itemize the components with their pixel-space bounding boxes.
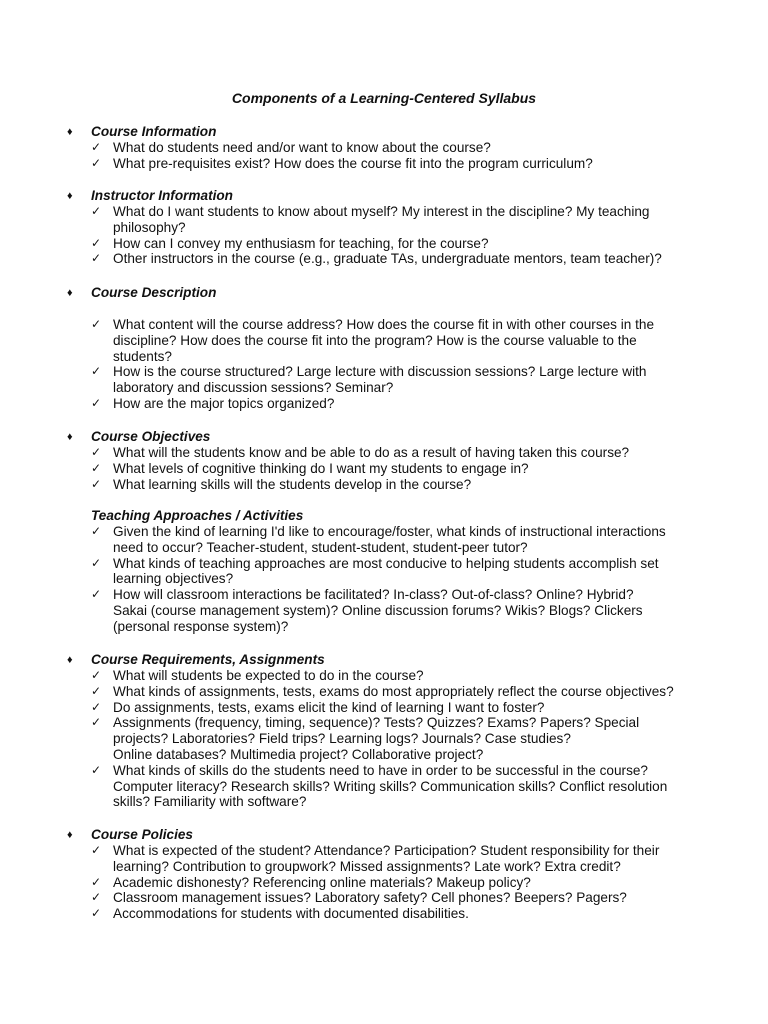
checklist-item (0, 587, 768, 634)
checkmark-icon: ✓ (91, 235, 102, 250)
checklist-item (0, 906, 768, 922)
document-title: Components of a Learning-Centered Syllabus (231, 90, 537, 106)
section-course-description (0, 285, 768, 412)
section-course-objectives (0, 429, 768, 492)
checkmark-icon: ✓ (91, 762, 102, 777)
checklist-item (0, 251, 768, 267)
checklist-item (0, 236, 768, 252)
checkmark-icon: ✓ (91, 317, 102, 331)
diamond-bullet-icon: ♦ (67, 126, 73, 138)
checkmark-icon: ✓ (91, 843, 102, 857)
checkmark-icon: ✓ (91, 251, 102, 266)
checklist (0, 204, 768, 267)
checklist-item-text: Do assignments, tests, exams elicit the kind of learning I want to foster? (113, 699, 545, 715)
checklist-item-text: What do students need and/or want to know about the course? (113, 140, 491, 155)
section-heading (0, 124, 768, 140)
checklist-item (0, 668, 768, 684)
checklist-item-text: What kinds of skills do the students need to have in order to be successful in the course? Computer literacy? Research skills? Writing skills? Communication skills? Conflict resolution skills? Familiarity with software? (113, 762, 668, 810)
checklist-item-text: What do I want students to know about myself? My interest in the discipline? My teaching philosophy? (113, 204, 650, 235)
checklist (0, 317, 768, 412)
checklist-item (0, 524, 768, 556)
checkmark-icon: ✓ (91, 445, 102, 459)
checklist-item-text: What kinds of assignments, tests, exams do most appropriately reflect the course objectives? (113, 683, 674, 699)
checklist-item (0, 461, 768, 477)
section-teaching-approaches (0, 508, 768, 635)
section-heading (0, 285, 768, 301)
section-heading (0, 652, 768, 668)
section-heading-text: Course Policies (91, 827, 193, 842)
checklist-item-text: What will the students know and be able to do as a result of having taken this course? (113, 445, 630, 460)
diamond-bullet-icon: ♦ (67, 829, 73, 841)
diamond-bullet-icon: ♦ (67, 654, 73, 666)
checkmark-icon: ✓ (91, 906, 102, 921)
checklist-item (0, 364, 768, 396)
checklist-item-text: Given the kind of learning I'd like to encourage/foster, what kinds of instructional interactions need to occur? Teacher-student, student-student, student-peer tutor? (113, 524, 666, 555)
checklist-item (0, 556, 768, 588)
checklist (0, 843, 768, 922)
checklist-item-text: How is the course structured? Large lecture with discussion sessions? Large lecture with laboratory and discussion sessions? Seminar? (113, 364, 647, 396)
checklist-item (0, 684, 768, 700)
section-instructor-information (0, 188, 768, 267)
checklist-item-text: Classroom management issues? Laboratory safety? Cell phones? Beepers? Pagers? (113, 890, 627, 906)
section-heading (0, 827, 768, 843)
checklist-item-text: How can I convey my enthusiasm for teaching, for the course? (113, 235, 489, 251)
checkmark-icon: ✓ (91, 524, 102, 538)
checkmark-icon: ✓ (91, 715, 102, 730)
checklist-item-text: What learning skills will the students develop in the course? (113, 476, 472, 492)
diamond-bullet-icon: ♦ (67, 287, 73, 299)
checklist-item-text: Academic dishonesty? Referencing online materials? Makeup policy? (113, 874, 531, 890)
checklist-item-text: What kinds of teaching approaches are most conducive to helping students accomplish set learning objectives? (113, 555, 659, 587)
checklist-item-text: How are the major topics organized? (113, 395, 335, 411)
checkmark-icon: ✓ (91, 890, 102, 905)
checklist-item-text: What levels of cognitive thinking do I want my students to engage in? (113, 460, 529, 476)
checkmark-icon: ✓ (91, 460, 102, 475)
section-course-information (0, 124, 768, 172)
checkmark-icon: ✓ (91, 204, 102, 218)
diamond-bullet-icon: ♦ (67, 431, 73, 443)
checklist-item-text: Assignments (frequency, timing, sequence)? Tests? Quizzes? Exams? Papers? Special projects? Laboratories? Field trips? Learning logs? Journals? Case studies? Online databases? Multimedia project? Collaborative project? (113, 715, 640, 762)
checklist-item-text: Other instructors in the course (e.g., graduate TAs, undergraduate mentors, team teacher)? (113, 251, 662, 267)
checklist-item-text: What will students be expected to do in the course? (113, 668, 424, 683)
checkmark-icon: ✓ (91, 395, 102, 410)
checklist-item (0, 156, 768, 172)
checkmark-icon: ✓ (91, 683, 102, 698)
checklist-item (0, 477, 768, 493)
section-heading-text: Course Information (91, 124, 217, 139)
checklist-item (0, 140, 768, 156)
checkmark-icon: ✓ (91, 874, 102, 889)
checkmark-icon: ✓ (91, 699, 102, 714)
checkmark-icon: ✓ (91, 587, 102, 602)
checklist-item (0, 843, 768, 875)
checklist-item (0, 317, 768, 364)
checkmark-icon: ✓ (91, 668, 102, 682)
checklist-item-text: How will classroom interactions be facilitated? In-class? Out-of-class? Online? Hybrid? Sakai (course management system)? Online discussion forums? Wikis? Blogs? Clickers (personal response system)? (113, 587, 643, 634)
checklist (0, 140, 768, 172)
section-heading-text: Instructor Information (91, 188, 233, 203)
section-course-requirements (0, 652, 768, 810)
checklist-item (0, 396, 768, 412)
checklist-item-text: What is expected of the student? Attendance? Participation? Student responsibility for their learning? Contribution to groupwork? Missed assignments? Late work? Extra credit? (113, 843, 660, 874)
section-heading (0, 508, 768, 524)
checklist-item (0, 715, 768, 762)
checklist-item-text: What content will the course address? How does the course fit in with other courses in the discipline? How does the course fit into the program? How is the course valuable to the students? (113, 317, 655, 364)
checklist-item (0, 204, 768, 236)
section-heading (0, 429, 768, 445)
checkmark-icon: ✓ (91, 364, 102, 379)
section-heading-text: Teaching Approaches / Activities (91, 508, 304, 523)
checklist-item (0, 890, 768, 906)
section-heading (0, 188, 768, 204)
checklist (0, 445, 768, 492)
checkmark-icon: ✓ (91, 140, 102, 154)
checklist-item-text: What pre-requisites exist? How does the course fit into the program curriculum? (113, 155, 593, 171)
checkmark-icon: ✓ (91, 155, 102, 170)
checklist-item (0, 445, 768, 461)
checkmark-icon: ✓ (91, 555, 102, 570)
checkmark-icon: ✓ (91, 476, 102, 491)
section-heading-text: Course Requirements, Assignments (91, 652, 325, 667)
checklist-item (0, 875, 768, 891)
checklist-item-text: Accommodations for students with documented disabilities. (113, 906, 469, 922)
checklist-item (0, 700, 768, 716)
section-heading-text: Course Objectives (91, 429, 211, 444)
diamond-bullet-icon: ♦ (67, 190, 73, 202)
checklist-item (0, 763, 768, 810)
checklist (0, 668, 768, 810)
section-heading-text: Course Description (91, 285, 217, 300)
checklist (0, 524, 768, 635)
section-course-policies (0, 827, 768, 922)
